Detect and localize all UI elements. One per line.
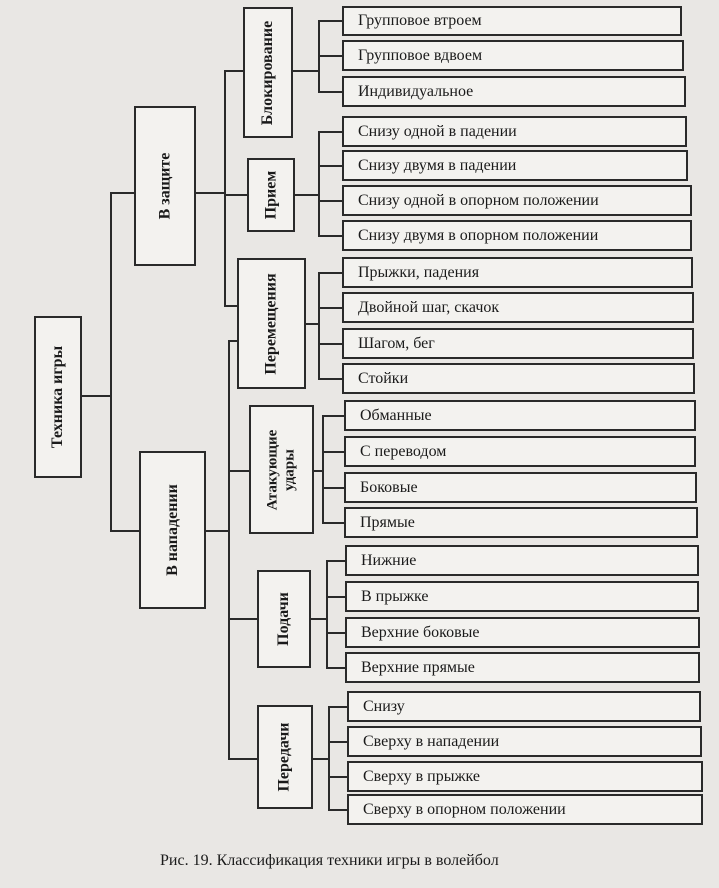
leaf-item (347, 691, 701, 722)
leaf-label: Индивидуальное (358, 82, 474, 100)
connector (228, 340, 230, 760)
leaf-label: Нижние (361, 551, 417, 569)
connector (328, 776, 348, 778)
leaf-item (342, 40, 684, 71)
branch-defense-label: В защите (156, 152, 174, 220)
leaf-label: Верхние прямые (361, 658, 475, 676)
leaf-label: Снизу (363, 697, 405, 715)
branch-defense (134, 106, 196, 266)
leaf-item (342, 220, 692, 251)
leaf-label: Групповое вдвоем (358, 46, 483, 64)
group-reception (247, 158, 295, 232)
group-attack-hits (249, 405, 314, 534)
leaf-label: Сверху в опорном положении (363, 800, 566, 818)
connector (318, 131, 320, 237)
connector (328, 706, 348, 708)
connector (318, 131, 343, 133)
leaf-label: Верхние боковые (361, 623, 480, 641)
leaf-label: Снизу одной в падении (358, 122, 517, 140)
leaf-label: Обманные (360, 406, 432, 424)
leaf-item (344, 507, 698, 538)
leaf-label: Боковые (360, 478, 418, 496)
root-label: Техника игры (49, 345, 67, 449)
connector (224, 70, 244, 72)
connector (322, 487, 345, 489)
connector (322, 415, 345, 417)
leaf-label: Двойной шаг, скачок (358, 298, 500, 316)
connector (294, 194, 320, 196)
connector (318, 235, 343, 237)
connector (318, 200, 343, 202)
connector (328, 706, 330, 811)
connector (326, 596, 346, 598)
group-blocking (243, 7, 293, 138)
connector (326, 560, 328, 669)
connector (318, 55, 343, 57)
leaf-item (344, 472, 697, 503)
leaf-item (342, 150, 688, 181)
connector (322, 415, 324, 524)
leaf-item (342, 116, 687, 147)
leaf-label: В прыжке (361, 587, 429, 605)
connector (224, 70, 226, 306)
connector (228, 618, 258, 620)
connector (318, 20, 343, 22)
group-movement-label: Перемещения (262, 272, 280, 375)
leaf-label: Групповое втроем (358, 12, 482, 29)
group-serves (257, 570, 311, 668)
group-passes (257, 705, 313, 809)
connector (318, 343, 343, 345)
leaf-item (345, 581, 699, 612)
connector (195, 192, 225, 194)
leaf-item (347, 761, 703, 792)
connector (318, 378, 343, 380)
connector (318, 307, 343, 309)
leaf-item (347, 726, 702, 757)
figure-caption: Рис. 19. Классификация техники игры в волейбол (160, 852, 499, 869)
group-reception-label: Прием (262, 170, 279, 220)
leaf-item (345, 617, 700, 648)
group-blocking-label: Блокирование (259, 20, 276, 125)
group-movement (237, 258, 306, 389)
leaf-label: Прямые (360, 513, 415, 531)
connector (318, 272, 320, 380)
leaf-item (344, 400, 696, 431)
leaf-item (345, 545, 699, 576)
connector (326, 667, 346, 669)
connector (228, 758, 258, 760)
connector (318, 165, 343, 167)
leaf-label: Снизу одной в опорном положении (358, 191, 599, 209)
group-passes-label: Передачи (276, 722, 293, 792)
connector (110, 192, 135, 194)
connector (326, 560, 346, 562)
leaf-item (342, 76, 686, 107)
leaf-item (342, 328, 694, 359)
connector (318, 272, 343, 274)
connector (292, 70, 320, 72)
connector (322, 451, 345, 453)
connector (328, 741, 348, 743)
root-node (34, 316, 82, 478)
leaf-item (347, 794, 703, 825)
leaf-label: Снизу двумя в опорном положении (358, 226, 599, 244)
leaf-label: Шагом, бег (358, 334, 435, 352)
connector (328, 809, 348, 811)
connector (322, 522, 345, 524)
leaf-item (342, 363, 695, 394)
leaf-label: Сверху в прыжке (363, 767, 481, 785)
leaf-item (342, 292, 694, 323)
connector (318, 91, 343, 93)
connector (326, 632, 346, 634)
leaf-label: Прыжки, падения (358, 263, 480, 281)
connector (224, 305, 238, 307)
branch-attack (139, 451, 206, 609)
connector (110, 530, 140, 532)
leaf-item (344, 436, 696, 467)
connector (224, 194, 248, 196)
connector (228, 470, 250, 472)
branch-attack-label: В нападении (163, 484, 181, 576)
leaf-item (342, 185, 692, 216)
group-attack-hits-label: Атакующие удары (264, 429, 298, 510)
group-serves-label: Подачи (275, 592, 292, 646)
connector (81, 395, 111, 397)
leaf-item (342, 6, 682, 36)
leaf-item (342, 257, 693, 288)
leaf-label: Снизу двумя в падении (358, 156, 517, 174)
leaf-label: С переводом (360, 442, 447, 460)
leaf-label: Стойки (358, 369, 409, 387)
leaf-item (345, 652, 700, 683)
connector (110, 192, 112, 532)
connector (205, 530, 229, 532)
leaf-label: Сверху в нападении (363, 732, 500, 750)
